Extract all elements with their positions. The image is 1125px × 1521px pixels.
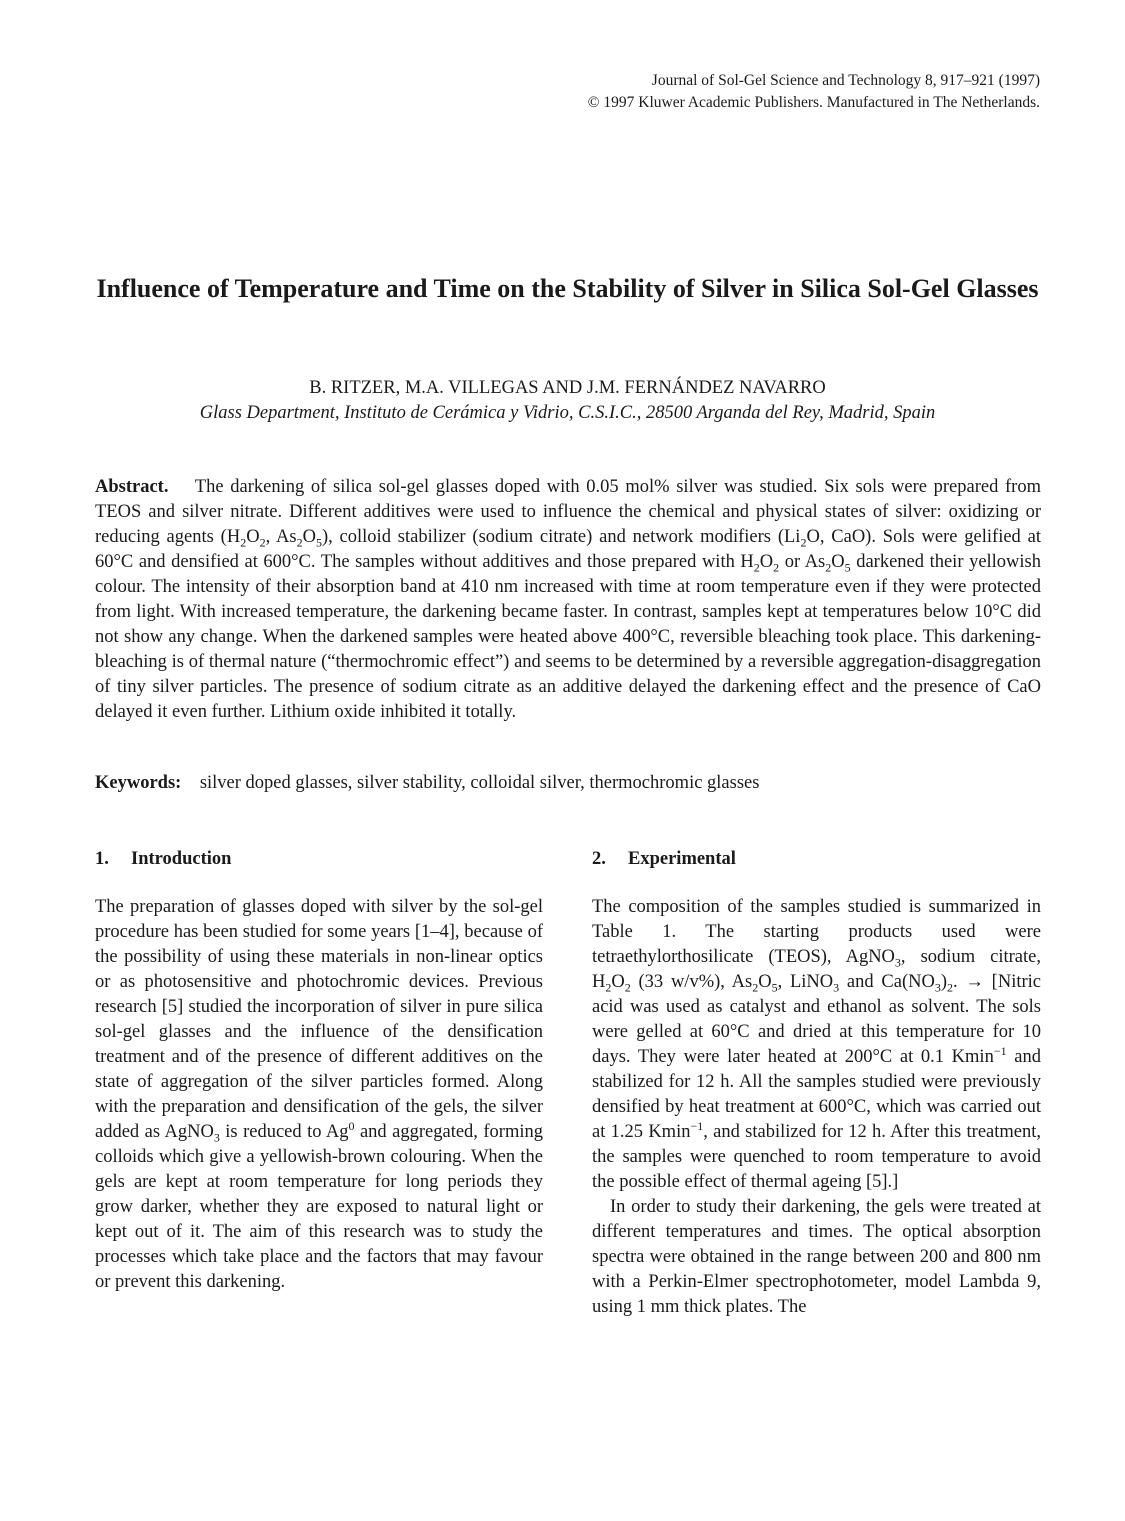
keywords-text: silver doped glasses, silver stability, colloidal silver, thermochromic glasses	[199, 773, 760, 793]
introduction-section	[95, 846, 543, 1295]
journal-header	[588, 70, 1040, 114]
keywords-label: Keywords:	[95, 773, 182, 793]
experimental-paragraph-2: In order to study their darkening, the gels were treated at different temperatures and times. The optical absorption spectra were obtained in the range between 200 and 800 nm with a Perkin-Elmer spectrophotometer, model Lambda 9, using 1 mm thick plates. The	[592, 1197, 1041, 1317]
author-affiliation: Glass Department, Instituto de Cerámica y Vidrio, C.S.I.C., 28500 Arganda del Rey, Madrid, Spain	[199, 403, 936, 423]
abstract-label: Abstract.	[95, 477, 169, 497]
keywords	[95, 771, 1041, 796]
abstract: Abstract. The darkening of silica sol-gel glasses doped with 0.05 mol% silver was studied. Six sols were prepared from TEOS and silver nitrate. Different additives were used to influence the chemical and physical states of silver: oxidizing or reducing agents ($H_2O_2$, $As_2O_5$), colloid stabilizer (sodium citrate) and network modifiers ($Li_2O$, CaO). Sols were gelified at 60°C and densified at 600°C. The samples without additives and those prepared with $H_2O_2$ or $As_2O_5$ darkened their yellowish colour. The intensity of their absorption band at 410 nm increased with time at room temperature even if they were protected from light. With increased temperature, the darkening became faster. In contrast, samples kept at temperatures below 10°C did not show any change. When the darkened samples were heated above 400°C, reversible bleaching took place. This darkening-bleaching is of thermal nature (“thermochromic effect”) and seems to be determined by a reversible aggregation-disaggregation of tiny silver particles. The presence of sodium citrate as an additive delayed the darkening effect and the presence of CaO delayed it even further. Lithium oxide inhibited it totally.	[95, 477, 1042, 722]
copyright-notice: © 1997 Kluwer Academic Publishers. Manufactured in The Netherlands.	[587, 94, 1040, 111]
section-heading-experimental: 2. Experimental	[592, 849, 736, 869]
journal-citation: Journal of Sol-Gel Science and Technology 8, 917–921 (1997)	[651, 72, 1040, 89]
introduction-paragraph: The preparation of glasses doped with silver by the sol-gel procedure has been studied for some years [1–4], because of the possibility of using these materials in non-linear optics or as photosensitive and photochromic devices. Previous research [5] studied the incorporation of silver in pure silica sol-gel glasses and the influence of the densification treatment and of the presence of different additives on the state of aggregation of the silver particles formed. Along with the preparation and densification of the gels, the silver added as AgNO$_3$ is reduced to Ag$^0$ and aggregated, forming colloids which give a yellowish-brown colouring. When the gels are kept at room temperature for long periods they grow darker, whether they are exposed to natural light or kept out of it. The aim of this research was to study the processes which take place and the factors that may favour or prevent this darkening.	[95, 897, 543, 1292]
author-list: B. RITZER, M.A. VILLEGAS AND J.M. FERNÁNDEZ NAVARRO	[309, 378, 826, 398]
section-heading-introduction: 1. Introduction	[95, 849, 232, 869]
paper-title: Influence of Temperature and Time on the Stability of Silver in Silica Sol-Gel Glasses	[96, 274, 1039, 303]
experimental-section	[592, 846, 1041, 1320]
experimental-paragraph-1: The composition of the samples studied is summarized in Table 1. The starting products used were tetraethylorthosilicate (TEOS), AgNO$_3$, sodium citrate, $H_2O_2$ (33 w/v%), $As_2O_5$, LiNO$_3$ and $Ca(NO_3)_2$. → [Nitric acid was used as catalyst and ethanol as solvent. The sols were gelled at 60°C and dried at this temperature for 10 days. They were later heated at 200°C at 0.1 Kmin$^{-1}$ and stabilized for 12 h. All the samples studied were previously densified by heat treatment at 600°C, which was carried out at 1.25 Kmin$^{-1}$, and stabilized for 12 h. After this treatment, the samples were quenched to room temperature to avoid the possible effect of thermal ageing [5].]	[592, 897, 1041, 1192]
